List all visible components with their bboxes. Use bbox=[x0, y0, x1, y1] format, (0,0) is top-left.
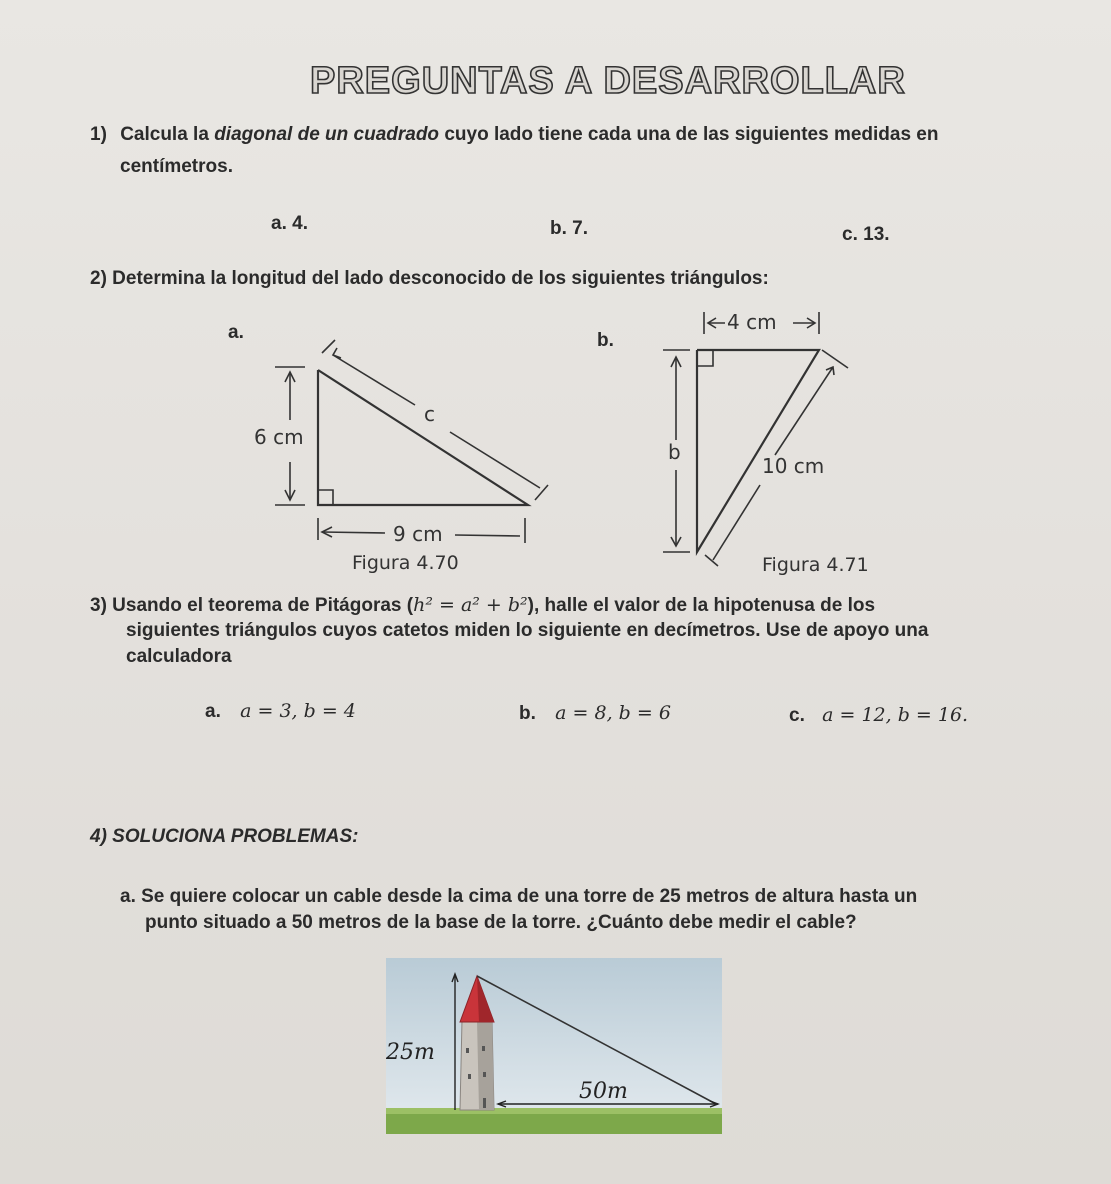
figure-a-height-label: 6 cm bbox=[254, 425, 304, 449]
question-1-option-a: a. 4. bbox=[271, 213, 308, 234]
figure-a-caption: Figura 4.70 bbox=[352, 552, 459, 574]
tower-window-4 bbox=[483, 1072, 486, 1077]
triangle-b-outline bbox=[697, 350, 819, 552]
question-1-line-2: centímetros. bbox=[120, 156, 233, 177]
tower-window-1 bbox=[466, 1048, 469, 1053]
hyp-b-top-tick bbox=[822, 350, 848, 368]
figure-b-top-label: 4 cm bbox=[727, 310, 777, 334]
question-3-option-a bbox=[205, 700, 356, 723]
question-1-text-b: cuyo lado tiene cada una de las siguientes medidas en bbox=[439, 124, 939, 145]
figure-a-label: a. bbox=[228, 322, 244, 343]
question-1-text-a: Calcula la bbox=[120, 124, 215, 145]
option-a-expression: a = 3, b = 4 bbox=[240, 700, 356, 722]
question-1-emphasis: diagonal de un cuadrado bbox=[214, 124, 440, 145]
question-3-line-1 bbox=[90, 594, 875, 617]
grass-ground bbox=[386, 1112, 722, 1134]
hyp-b-bottom-tick bbox=[705, 555, 718, 566]
question-1-option-c: c. 13. bbox=[842, 224, 890, 245]
figure-b-left-label: b bbox=[668, 440, 681, 464]
question-3-line-2: siguientes triángulos cuyos catetos miden lo siguiente en decímetros. Use de apoyo una bbox=[126, 620, 929, 641]
question-1-option-b: b. 7. bbox=[550, 218, 589, 239]
hyp-b-arrow-lower bbox=[713, 485, 760, 560]
option-c-letter: c. bbox=[789, 705, 805, 726]
question-4a-line-1: a. Se quiere colocar un cable desde la cima de una torre de 25 metros de altura hasta un bbox=[120, 886, 918, 907]
grass-edge bbox=[386, 1108, 722, 1114]
question-3-text-a: 3) Usando el teorema de Pitágoras ( bbox=[90, 595, 414, 616]
question-4-heading: 4) SOLUCIONA PROBLEMAS: bbox=[90, 826, 359, 847]
page-title: PREGUNTAS A DESARROLLAR bbox=[310, 60, 906, 102]
tower-door bbox=[483, 1098, 486, 1108]
option-c-expression: a = 12, b = 16. bbox=[822, 704, 969, 726]
tower-height-label: 25m bbox=[386, 1040, 435, 1065]
option-b-letter: b. bbox=[519, 703, 536, 724]
pythagoras-formula: h² = a² + b² bbox=[413, 594, 528, 616]
option-b-expression: a = 8, b = 6 bbox=[555, 702, 671, 724]
hyp-b-arrow-upper bbox=[775, 367, 833, 455]
tower-window-2 bbox=[482, 1046, 485, 1051]
tower-shadow-side bbox=[477, 1020, 494, 1110]
figure-a-base-label: 9 cm bbox=[393, 522, 443, 546]
figure-b-hypotenuse-label: 10 cm bbox=[762, 454, 825, 478]
figure-a-hypotenuse-label: c bbox=[424, 402, 435, 426]
question-3-line-3: calculadora bbox=[126, 646, 232, 667]
distance-label: 50m bbox=[579, 1079, 628, 1104]
figure-b-label: b. bbox=[597, 330, 614, 351]
question-3-text-b: ), halle el valor de la hipotenusa de los bbox=[527, 595, 876, 616]
question-3-option-b bbox=[519, 702, 671, 725]
question-4a-line-2: punto situado a 50 metros de la base de la torre. ¿Cuánto debe medir el cable? bbox=[145, 912, 857, 933]
question-1-number: 1) bbox=[90, 124, 107, 145]
triangle-b-right-angle-mark bbox=[697, 350, 713, 366]
sky-background bbox=[386, 958, 722, 1112]
option-a-letter: a. bbox=[205, 701, 221, 722]
question-2-text: 2) Determina la longitud del lado desconocido de los siguientes triángulos: bbox=[90, 268, 769, 289]
tower-window-3 bbox=[468, 1074, 471, 1079]
figure-b-caption: Figura 4.71 bbox=[762, 554, 869, 576]
tower-cable-illustration bbox=[386, 958, 722, 1134]
question-3-option-c bbox=[789, 704, 968, 727]
